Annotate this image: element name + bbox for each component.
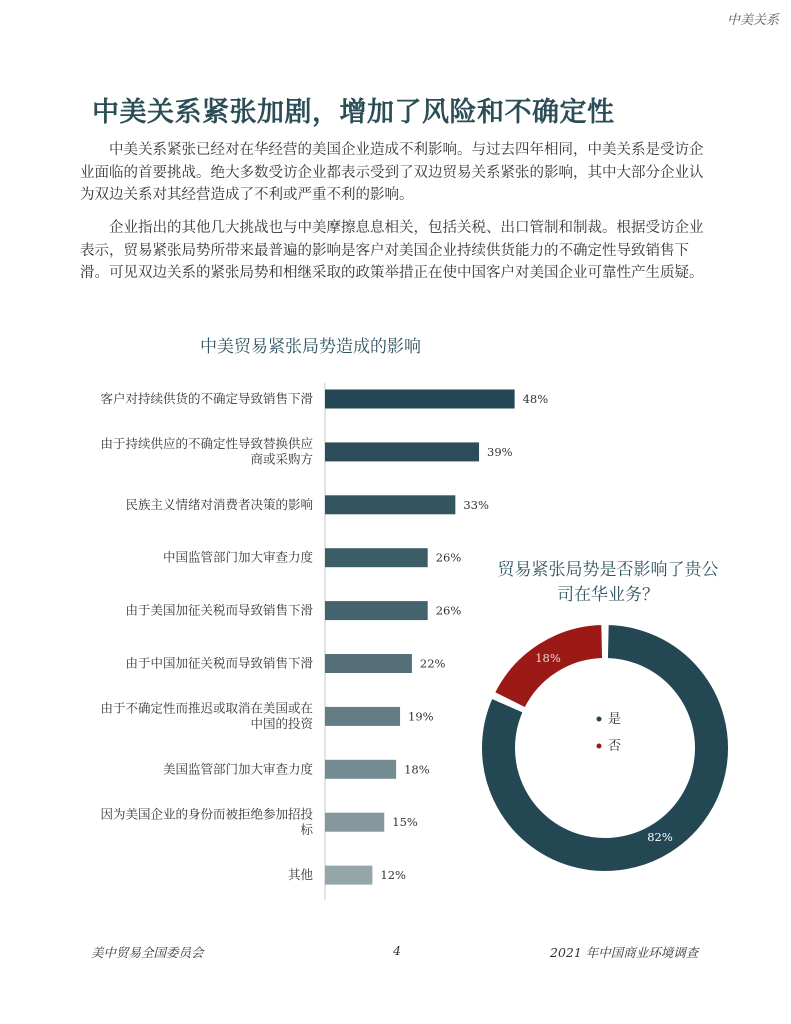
bar [325, 442, 479, 461]
bar [325, 760, 396, 779]
bar [325, 495, 455, 514]
bar-category-label: 中国监管部门加大审查力度 [162, 549, 313, 565]
bar [325, 390, 515, 409]
bar-value-label: 48% [522, 392, 549, 406]
bar-value-label: 22% [419, 656, 446, 671]
bar-value-label: 15% [392, 815, 418, 830]
bar-category-label: 其他 [287, 867, 313, 883]
bar-category-label: 由于持续供应的不确定性导致替换供应商或采购方 [100, 436, 313, 467]
paragraph-2: 企业指出的其他几大挑战也与中美摩擦息息相关，包括关税、出口管制和制裁。根据受访企业表示，贸易紧张局势所带来最普遍的影响是客户对美国企业持续供货能力的不确定性导致销售下滑。可见双边关系的紧张局势和相继采取的政策举措正在使中国客户对美国企业可靠性产生质疑。 [80, 220, 704, 281]
donut-value-label: 18% [535, 651, 561, 665]
bar-value-label: 12% [380, 868, 406, 883]
bar-value-label: 18% [404, 762, 430, 777]
bar-value-label: 33% [463, 497, 489, 512]
footer-page-number: 4 [393, 943, 401, 958]
bar [325, 601, 428, 620]
bar-value-label: 26% [435, 603, 462, 618]
legend-label: 否 [608, 739, 622, 754]
donut-slice-no [494, 624, 603, 708]
legend-marker [597, 717, 602, 722]
bar-chart [100, 383, 548, 900]
page-title: 中美关系紧张加剧，增加了风险和不确定性 [92, 97, 615, 128]
bar [325, 707, 400, 726]
bar-category-label: 由于不确定性而推迟或取消在美国或在中国的投资 [100, 700, 313, 732]
bar-category-label: 客户对持续供货的不确定导致销售下滑 [100, 391, 313, 406]
bar-category-label: 由于中国加征关税而导致销售下滑 [125, 655, 313, 671]
legend-marker [597, 744, 602, 749]
bar-category-label: 美国监管部门加大审查力度 [162, 761, 313, 777]
donut-value-label: 82% [647, 830, 673, 844]
bar-chart-title: 中美贸易紧张局势造成的影响 [200, 337, 421, 357]
footer-organization: 美中贸易全国委员会 [91, 945, 204, 960]
bar-category-label: 因为美国企业的身份而被拒绝参加招投标 [100, 806, 313, 837]
bar-value-label: 39% [487, 444, 513, 459]
bar-category-label: 民族主义情绪对消费者决策的影响 [125, 496, 313, 512]
bar-value-label: 26% [435, 550, 462, 565]
paragraph-1: 中美关系紧张已经对在华经营的美国企业造成不利影响。与过去四年相同，中美关系是受访企业面临的首要挑战。绝大多数受访企业都表示受到了双边贸易关系紧张的影响，其中大部分企业认为双边关系对其经营造成了不利或严重不利的影响。 [80, 142, 704, 203]
footer-report-title: 2021 年中国商业环境调查 [550, 945, 699, 960]
bar [325, 654, 412, 673]
bar [325, 548, 428, 567]
donut-chart [481, 560, 729, 872]
bar-category-label: 由于美国加征关税而导致销售下滑 [125, 602, 313, 618]
donut-chart-title: 贸易紧张局势是否影响了贵公司在华业务？ [497, 560, 719, 605]
legend-label: 是 [608, 712, 622, 727]
bar [325, 866, 372, 885]
bar-value-label: 19% [408, 709, 434, 724]
section-header: 中美关系 [726, 13, 779, 28]
bar [325, 813, 384, 832]
